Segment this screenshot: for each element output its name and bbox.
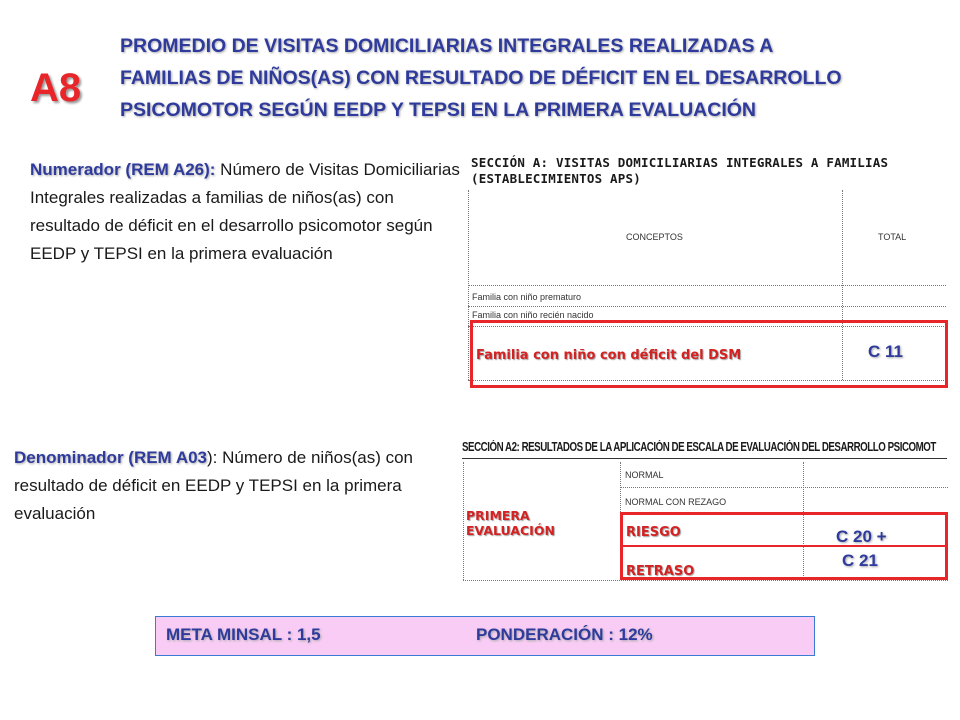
denominator-text — [14, 444, 454, 528]
row-normal: NORMAL — [625, 470, 664, 480]
table-a2-line-3 — [463, 580, 948, 581]
col-total: TOTAL — [878, 232, 907, 242]
meta-box — [155, 616, 815, 656]
numerator-body: Número de Visitas Domiciliarias Integrales realizadas a familias de niños(as) con resultado de déficit en el desarrollo psicomotor según EEDP y TEPSI en la primera evaluación — [30, 160, 460, 263]
denominator-label: Denominador (REM A03 — [14, 448, 208, 467]
table-a2-line-1 — [620, 487, 948, 488]
table-a2-border-left — [463, 462, 464, 580]
ponderacion: PONDERACIÓN : 12% — [476, 625, 653, 644]
table-a-header-line — [468, 285, 946, 286]
slide-title — [120, 30, 940, 126]
numerator-label: Numerador (REM A26): — [30, 160, 216, 179]
numerator-text — [30, 156, 460, 268]
section-a2-title: SECCIÓN A2: RESULTADOS DE LA APLICACIÓN DE ESCALA DE EVALUACIÓN DEL DESARROLLO PSICOMOT — [462, 440, 936, 454]
value-c21: C 21 — [842, 551, 878, 570]
row-retraso: RETRASO — [626, 564, 695, 579]
row-riesgo: RIESGO — [626, 525, 681, 540]
meta-minsal: META MINSAL : 1,5 — [166, 625, 321, 644]
highlight-box-divider — [621, 545, 947, 547]
row-normal-rezago: NORMAL CON REZAGO — [625, 497, 727, 507]
title-line-3: PSICOMOTOR SEGÚN EEDP Y TEPSI EN LA PRIMERA EVALUACIÓN — [120, 99, 757, 121]
section-a2-title-underline — [462, 458, 947, 459]
primera-evaluacion-label: PRIMERA EVALUACIÓN — [466, 508, 555, 538]
value-c20: C 20 + — [836, 527, 887, 546]
title-line-2: FAMILIAS DE NIÑOS(AS) CON RESULTADO DE DÉFICIT EN EL DESARROLLO — [120, 67, 842, 89]
title-line-1: PROMEDIO DE VISITAS DOMICILIARIAS INTEGRALES REALIZADAS A — [120, 35, 774, 57]
row-deficit-dsm: Familia con niño con déficit del DSM — [476, 348, 742, 363]
section-a-title: SECCIÓN A: VISITAS DOMICILIARIAS INTEGRALES A FAMILIAS (ESTABLECIMIENTOS APS) — [471, 155, 889, 186]
row-recien-nacido: Familia con niño recién nacido — [472, 310, 594, 319]
value-c11: C 11 — [868, 342, 903, 361]
row-prematuro: Familia con niño prematuro — [472, 292, 582, 302]
denominator-body: ): Número de niños(as) con resultado de déficit en EEDP y TEPSI en la primera evaluación — [14, 448, 413, 523]
table-a-row-line-1 — [468, 306, 946, 307]
slide-code: A8 — [30, 66, 82, 110]
col-conceptos: CONCEPTOS — [626, 232, 683, 242]
